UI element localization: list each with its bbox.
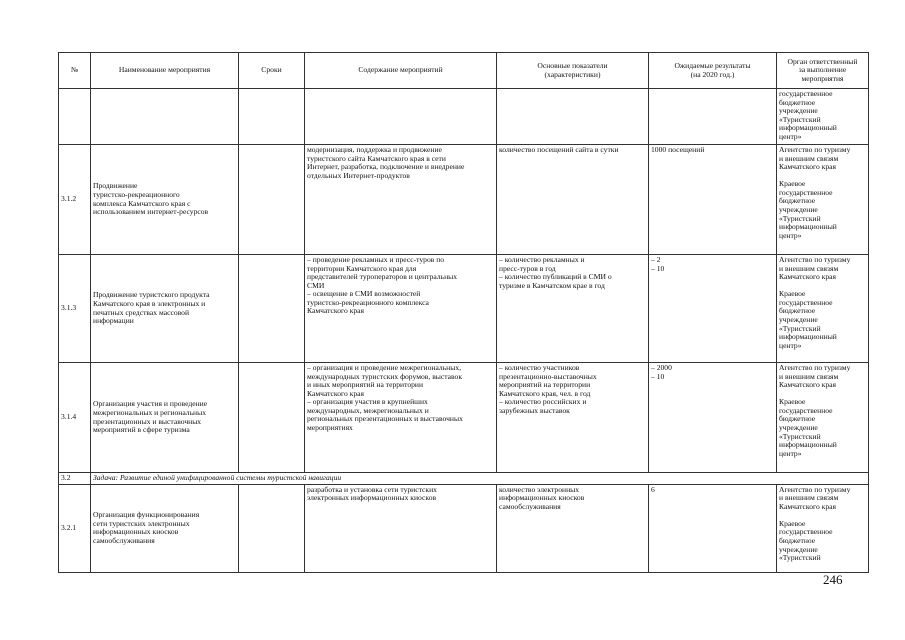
cell-indicators: – количество рекламных и пресс-туров в год – количество публикаций в СМИ о туризме в Камчатском крае в год — [497, 255, 649, 363]
task-num: 3.2 — [59, 473, 91, 485]
page-number: 246 — [823, 572, 843, 587]
cell-content: разработка и установка сети туристских электронных информационных киосков — [305, 484, 497, 572]
cell-terms — [239, 484, 305, 572]
cell-indicators: количество посещений сайта в сутки — [497, 145, 649, 255]
table-row-continuation — [59, 89, 869, 145]
table-row — [59, 145, 869, 255]
header-row — [59, 53, 869, 89]
header-indicators: Основные показатели (характеристики) — [497, 53, 649, 89]
table-row — [59, 255, 869, 363]
cell-terms — [239, 255, 305, 363]
cell-num: 3.1.4 — [59, 363, 91, 473]
task-row — [59, 473, 869, 485]
cell-responsible: Агентство по туризму и внешним связям Камчатского края Краевое государственное бюджетное учреждение «Туристский информационный центр» — [777, 255, 869, 363]
header-content: Содержание мероприятий — [305, 53, 497, 89]
cell-indicators: количество электронных информационных киосков самообслуживания — [497, 484, 649, 572]
table-row — [59, 484, 869, 572]
cell-name: Организация участия и проведение межрегиональных и региональных презентационных и выставочных мероприятий в сфере туризма — [91, 363, 239, 473]
cell-responsible: Агентство по туризму и внешним связям Камчатского края Краевое государственное бюджетное учреждение «Туристский информационный центр» — [777, 145, 869, 255]
cell-content: – организация и проведение межрегиональных, международных туристских форумов, выставок и иных мероприятий на территории Камчатского края – организация участия в крупнейших международных, межрегиональных и региональных презентационных и выставочных мероприятиях — [305, 363, 497, 473]
cell-results: 6 — [649, 484, 777, 572]
cell-responsible: Агентство по туризму и внешним связям Камчатского края Краевое государственное бюджетное учреждение «Туристский информационный центр» — [777, 363, 869, 473]
header-responsible: Орган ответственный за выполнение мероприятия — [777, 53, 869, 89]
cell-empty — [305, 89, 497, 145]
table-row — [59, 363, 869, 473]
cell-empty — [649, 89, 777, 145]
cell-results: – 2000 – 10 — [649, 363, 777, 473]
cell-num: 3.1.3 — [59, 255, 91, 363]
header-results: Ожидаемые результаты (на 2020 год.) — [649, 53, 777, 89]
cell-empty — [59, 89, 91, 145]
cell-empty — [239, 89, 305, 145]
cell-terms — [239, 363, 305, 473]
cell-content: модернизация, поддержка и продвижение туристского сайта Камчатского края в сети Интернет, разработка, подключение и внедрение отдельных Интернет-продуктов — [305, 145, 497, 255]
header-terms: Сроки — [239, 53, 305, 89]
cell-terms — [239, 145, 305, 255]
cell-results: – 2 – 10 — [649, 255, 777, 363]
events-table — [58, 52, 869, 573]
cell-name: Организация функционирования сети туристских электронных информационных киосков самообслуживания — [91, 484, 239, 572]
task-text: Задача: Развитие единой унифицированной системы туристской навигации — [91, 473, 869, 485]
cell-content: – проведение рекламных и пресс-туров по территории Камчатского края для представителей туроператоров и центральных СМИ – освещение в СМИ возможностей туристско-рекреационного комплекса Камчатского края — [305, 255, 497, 363]
cell-name: Продвижение туристско-рекреационного комплекса Камчатского края с использованием интернет-ресурсов — [91, 145, 239, 255]
header-name: Наименование мероприятия — [91, 53, 239, 89]
cell-responsible: Агентство по туризму и внешним связям Камчатского края Краевое государственное бюджетное учреждение «Туристский — [777, 484, 869, 572]
header-num: № — [59, 53, 91, 89]
cell-num: 3.1.2 — [59, 145, 91, 255]
cell-name: Продвижение туристского продукта Камчатского края в электронных и печатных средствах массовой информации — [91, 255, 239, 363]
cell-indicators: – количество участников презентационно-выставочных мероприятий на территории Камчатского края, чел. в год – количество российских и зарубежных выставок — [497, 363, 649, 473]
cell-responsible: государственное бюджетное учреждение «Туристский информационный центр» — [777, 89, 869, 145]
cell-results: 1000 посещений — [649, 145, 777, 255]
cell-empty — [497, 89, 649, 145]
cell-empty — [91, 89, 239, 145]
cell-num: 3.2.1 — [59, 484, 91, 572]
